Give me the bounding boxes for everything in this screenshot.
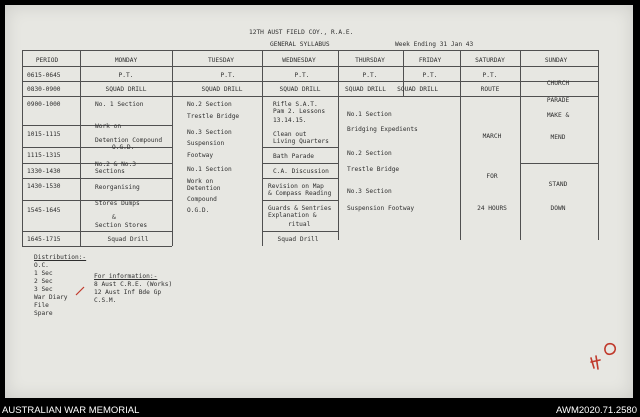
col-rule <box>520 50 521 240</box>
pt-monday: P.T. <box>118 72 134 79</box>
monday-line: Detention Compound <box>95 137 163 144</box>
period-cell: 1430-1530 <box>27 183 61 190</box>
wednesday-line: Bath Parade <box>273 153 314 160</box>
pt-tuesday: P.T. <box>220 72 236 79</box>
thursday-friday-line: No.1 Section <box>347 111 392 118</box>
wednesday-line: Clean out <box>273 131 307 138</box>
pt-friday: P.T. <box>422 72 438 79</box>
sunday-line: DOWN <box>550 205 566 212</box>
info-item: 12 Aust Inf Bde Gp <box>94 289 162 296</box>
period-cell: 1645-1715 <box>27 236 61 243</box>
wednesday-line: C.A. Discussion <box>273 168 329 175</box>
distribution-item: War Diary <box>34 294 68 301</box>
week-ending: Week Ending 31 Jan 43 <box>395 41 474 48</box>
wednesday-line: Revision on Map <box>268 183 324 190</box>
wed-row-rule <box>262 200 338 201</box>
wednesday-line: Living Quarters <box>273 138 329 145</box>
archive-name: AUSTRALIAN WAR MEMORIAL <box>2 405 140 416</box>
tuesday-line: Suspension <box>187 140 225 147</box>
col-header-saturday: SATURDAY <box>475 57 505 64</box>
period-cell: 0830-0900 <box>27 86 61 93</box>
thursday-friday-line: No.2 Section <box>347 150 392 157</box>
period-cell: 1545-1645 <box>27 207 61 214</box>
tuesday-line: Footway <box>187 152 214 159</box>
col-header-friday: FRIDAY <box>418 57 442 64</box>
distribution-item: 3 Sec <box>34 286 53 293</box>
col-header-monday: MONDAY <box>114 57 138 64</box>
red-tick-mark <box>74 285 86 297</box>
col-rule <box>460 50 461 240</box>
wednesday-line: ritual <box>288 221 311 228</box>
distribution-heading: Distribution:- <box>34 254 87 261</box>
monday-line: Stores Dumps <box>95 200 140 207</box>
tuesday-line: No.2 Section <box>187 101 232 108</box>
info-heading: For information:- <box>94 273 158 280</box>
thursday-friday-line: No.3 Section <box>347 188 392 195</box>
monday-line: Work on <box>95 123 122 130</box>
row-rule <box>22 96 598 97</box>
row-rule <box>22 246 172 247</box>
table-top-rule <box>22 50 598 51</box>
col-rule <box>598 50 599 240</box>
tuesday-line: Work on <box>187 178 214 185</box>
monday-line: Section Stores <box>95 222 148 229</box>
squad-drill-wednesday: SQUAD DRILL <box>279 86 321 93</box>
col-rule <box>80 50 81 246</box>
tuesday-line: Detention <box>187 185 221 192</box>
monday-line: Reorganising <box>95 184 140 191</box>
squad-drill-thu-fri: SQUAD DRILL SQUAD DRILL <box>345 86 439 93</box>
thursday-friday-line: Suspension Footway <box>347 205 415 212</box>
sunday-line: MAKE & <box>546 112 570 119</box>
row-rule <box>22 178 172 179</box>
archive-reference: AWM2020.71.2580 <box>556 405 637 416</box>
saturday-line: MARCH <box>482 133 502 140</box>
wednesday-line: Guards & Sentries <box>268 205 332 212</box>
wed-row-rule <box>262 147 338 148</box>
saturday-line: 24 HOURS <box>477 205 507 212</box>
squad-drill-monday: SQUAD DRILL <box>105 86 147 93</box>
monday-line: & <box>112 214 116 221</box>
thursday-friday-line: Bridging Expedients <box>347 126 418 133</box>
wed-row-rule <box>262 163 338 164</box>
tuesday-line: Trestle Bridge <box>187 113 240 120</box>
tuesday-line: No.3 Section <box>187 129 232 136</box>
col-rule <box>22 50 23 246</box>
row-rule <box>22 147 172 148</box>
info-item: C.S.M. <box>94 297 117 304</box>
wed-row-rule <box>262 231 338 232</box>
distribution-item: 1 Sec <box>34 270 53 277</box>
wed-row-rule <box>262 178 338 179</box>
col-rule <box>338 50 339 240</box>
sunday-row-rule <box>520 163 598 164</box>
col-header-sunday: SUNDAY <box>544 57 568 64</box>
col-header-wednesday: WEDNESDAY <box>282 57 316 64</box>
period-cell: 0615-0645 <box>27 72 61 79</box>
unit-name: 12TH AUST FIELD COY., R.A.E. <box>249 29 354 36</box>
wednesday-line: Rifle S.A.T. <box>273 101 318 108</box>
period-cell: 1015-1115 <box>27 131 61 138</box>
pt-wednesday: P.T. <box>294 72 310 79</box>
sunday-line: MEND <box>550 134 566 141</box>
sunday-line: STAND <box>548 181 568 188</box>
wednesday-squad-drill: Squad Drill <box>277 236 319 243</box>
period-cell: 1330-1430 <box>27 168 61 175</box>
monday-squad-drill: Squad Drill <box>107 236 149 243</box>
wednesday-line: 13.14.15. <box>273 117 307 124</box>
wednesday-line: & Compass Reading <box>268 190 332 197</box>
monday-line: No. 1 Section <box>95 101 144 108</box>
pt-saturday: P.T. <box>482 72 498 79</box>
distribution-item: 2 Sec <box>34 278 53 285</box>
col-rule <box>172 50 173 246</box>
info-item: 8 Aust C.R.E. (Works) <box>94 281 173 288</box>
tuesday-line: O.G.D. <box>187 207 210 214</box>
table-header-rule <box>22 66 598 67</box>
col-rule <box>262 50 263 246</box>
row-rule <box>22 231 172 232</box>
period-cell: 1115-1315 <box>27 152 61 159</box>
church-sunday: CHURCH <box>546 80 570 87</box>
thursday-friday-line: Trestle Bridge <box>347 166 400 173</box>
period-cell: 0900-1000 <box>27 101 61 108</box>
monday-line: Sections <box>95 168 125 175</box>
col-header-period: PERIOD <box>35 57 59 64</box>
route-saturday: ROUTE <box>480 86 500 93</box>
monday-line: O.G.D. <box>112 144 135 151</box>
archive-footer <box>0 404 640 417</box>
distribution-item: O.C. <box>34 262 49 269</box>
tuesday-line: Compound <box>187 196 217 203</box>
col-header-thursday: THURSDAY <box>355 57 385 64</box>
wednesday-line: Explanation & <box>268 212 317 219</box>
wednesday-line: Pam 2. Lessons <box>273 108 326 115</box>
sunday-line: PARADE <box>546 97 570 104</box>
saturday-line: FOR <box>486 173 498 180</box>
distribution-item: File <box>34 302 49 309</box>
distribution-item: Spare <box>34 310 53 317</box>
tuesday-line: No.1 Section <box>187 166 232 173</box>
squad-drill-tuesday: SQUAD DRILL <box>201 86 243 93</box>
col-header-tuesday: TUESDAY <box>207 57 235 64</box>
monday-line: No.2 & No.3 <box>95 161 136 168</box>
row-rule <box>22 81 598 82</box>
syllabus-title: GENERAL SYLLABUS <box>270 41 330 48</box>
pt-thursday: P.T. <box>362 72 378 79</box>
handwritten-number-mark <box>584 338 624 374</box>
